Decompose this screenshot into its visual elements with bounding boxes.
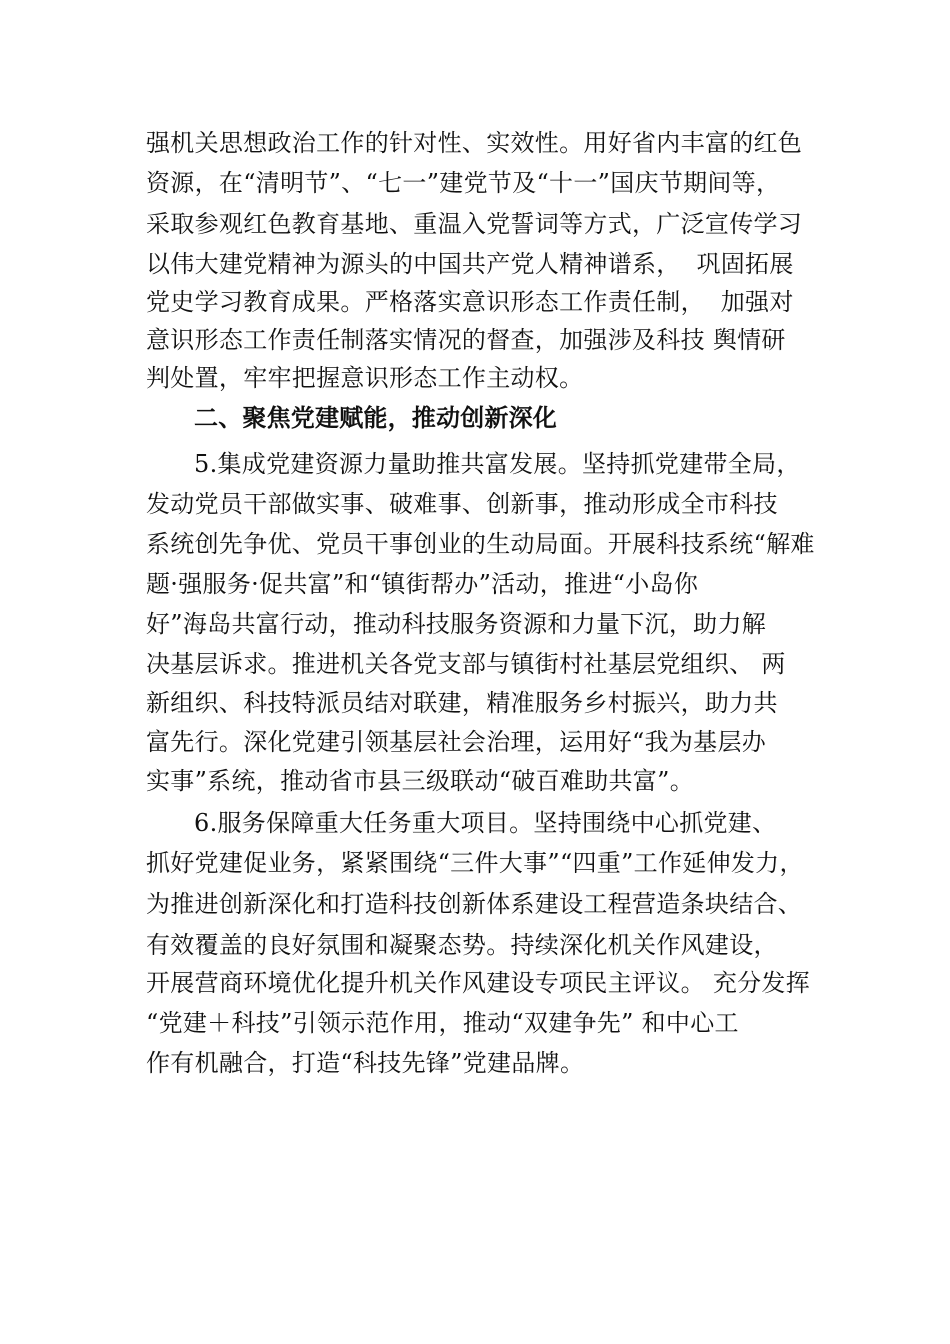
paragraph-line: 系统创先争优、党员干事创业的生动局面。开展科技系统“解难 [146,530,815,558]
paragraph-line: 抓好党建促业务，紧紧围绕“三件大事”“四重”工作延伸发力， [146,849,804,877]
paragraph-line: 判处置，牢牢把握意识形态工作主动权。 [146,364,584,392]
section-heading: 二、聚焦党建赋能，推动创新深化 [194,404,557,432]
paragraph-line: 资源，在“清明节”、“七一”建党节及“十一”国庆节期间等， [146,169,781,197]
paragraph-line: 采取参观红色教育基地、重温入党誓词等方式，广泛宣传学习 [146,210,803,238]
paragraph-line: “党建＋科技”引领示范作用，推动“双建争先” 和中心工 [146,1009,739,1037]
paragraph-line: 5.集成党建资源力量助推共富发展。坚持抓党建带全局， [194,450,801,478]
paragraph-line: 发动党员干部做实事、破难事、创新事，推动形成全市科技 [146,490,778,518]
paragraph-line: 好”海岛共富行动，推动科技服务资源和力量下沉，助力解 [146,610,767,638]
paragraph-line: 作有机融合，打造“科技先锋”党建品牌。 [146,1049,585,1077]
paragraph-line: 为推进创新深化和打造科技创新体系建设工程营造条块结合、 [146,890,803,918]
paragraph-line: 开展营商环境优化提升机关作风建设专项民主评议。 充分发挥 [146,969,811,997]
paragraph-line: 强机关思想政治工作的针对性、实效性。用好省内丰富的红色 [146,129,803,157]
paragraph-line: 意识形态工作责任制落实情况的督查，加强涉及科技 舆情研 [146,326,786,354]
paragraph-line: 新组织、科技特派员结对联建，精准服务乡村振兴，助力共 [146,689,778,717]
paragraph-line: 党史学习教育成果。严格落实意识形态工作责任制， 加强对 [146,288,794,316]
paragraph-line: 富先行。深化党建引领基层社会治理，运用好“我为基层办 [146,728,767,756]
paragraph-line: 以伟大建党精神为源头的中国共产党人精神谱系， 巩固拓展 [146,250,794,278]
paragraph-line: 题·强服务·促共富”和“镇街帮办”活动，推进“小岛你 [146,570,699,598]
paragraph-line: 有效覆盖的良好氛围和凝聚态势。持续深化机关作风建设， [146,931,778,959]
paragraph-line: 实事”系统，推动省市县三级联动“破百难助共富”。 [146,767,695,795]
paragraph-line: 决基层诉求。推进机关各党支部与镇街村社基层党组织、 两 [146,650,786,678]
paragraph-line: 6.服务保障重大任务重大项目。坚持围绕中心抓党建、 [194,809,777,837]
